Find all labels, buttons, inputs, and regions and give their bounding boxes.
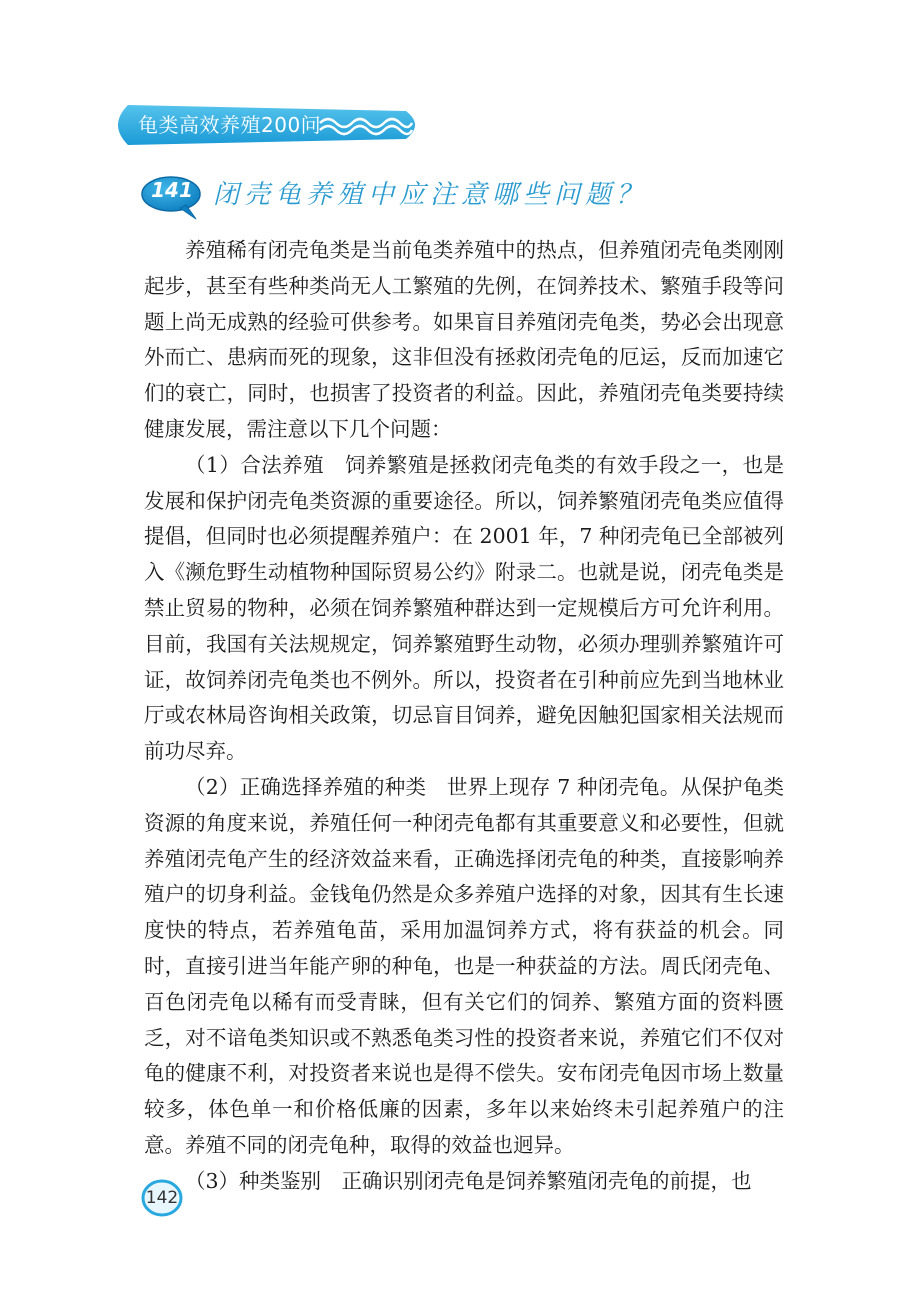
- paragraph-intro: 养殖稀有闭壳龟类是当前龟类养殖中的热点，但养殖闭壳龟类刚刚起步，甚至有些种类尚无人工繁殖的先例，在饲养技术、繁殖手段等问题上尚无成熟的经验可供参考。如果盲目养殖闭壳龟类，势必会出现意外而亡、患病而死的现象，这非但没有拯救闭壳龟的厄运，反而加速它们的衰亡，同时，也损害了投资者的利益。因此，养殖闭壳龟类要持续健康发展，需注意以下几个问题：: [144, 238, 784, 441]
- page-number: 142: [145, 1188, 179, 1208]
- paragraph-species-selection: （2）正确选择养殖的种类 世界上现存 7 种闭壳龟。从保护龟类资源的角度来说，养殖任何一种闭壳龟都有其重要意义和必要性，但就养殖闭壳龟产生的经济效益来看，正确选择闭壳龟的种类，直接影响养殖户的切身利益。金钱龟仍然是众多养殖户选择的对象，因其有生长速度快的特点，若养殖龟苗，采用加温饲养方式，将有获益的机会。同时，直接引进当年能产卵的种龟，也是一种获益的方法。周氏闭壳龟、百色闭壳龟以稀有而受青睐，但有关它们的饲养、繁殖方面的资料匮乏，对不谙龟类知识或不熟悉龟类习性的投资者来说，养殖它们不仅对龟的健康不利，对投资者来说也是得不偿失。安布闭壳龟因市场上数量较多，体色单一和价格低廉的因素，多年以来始终未引起养殖户的注意。养殖不同的闭壳龟种，取得的效益也迥异。: [144, 774, 784, 1157]
- question-number: 141: [151, 178, 193, 202]
- question-title: 闭壳龟养殖中应注意哪些问题？: [213, 180, 648, 210]
- paragraph-legal-breeding: （1）合法养殖 饲养繁殖是拯救闭壳龟类的有效手段之一，也是发展和保护闭壳龟类资源的重要途径。所以，饲养繁殖闭壳龟类应值得提倡，但同时也必须提醒养殖户：在 2001 年，7 种闭壳龟已全部被列入《濒危野生动植物种国际贸易公约》附录二。也就是说，闭壳龟类是禁止贸易的物种，必须在饲养繁殖种群达到一定规模后方可允许利用。目前，我国有关法规规定，饲养繁殖野生动物，必须办理驯养繁殖许可证，故饲养闭壳龟类也不例外。所以，投资者在引种前应先到当地林业厅或农林局咨询相关政策，切忌盲目饲养，避免因触犯国家相关法规而前功尽弃。: [144, 452, 784, 764]
- book-title: 龟类高效养殖200问: [138, 113, 322, 137]
- wave-icon: [318, 113, 414, 137]
- body-text: [144, 233, 784, 1200]
- paragraph-species-identification: （3）种类鉴别 正确识别闭壳龟是饲养繁殖闭壳龟的前提，也: [185, 1168, 752, 1193]
